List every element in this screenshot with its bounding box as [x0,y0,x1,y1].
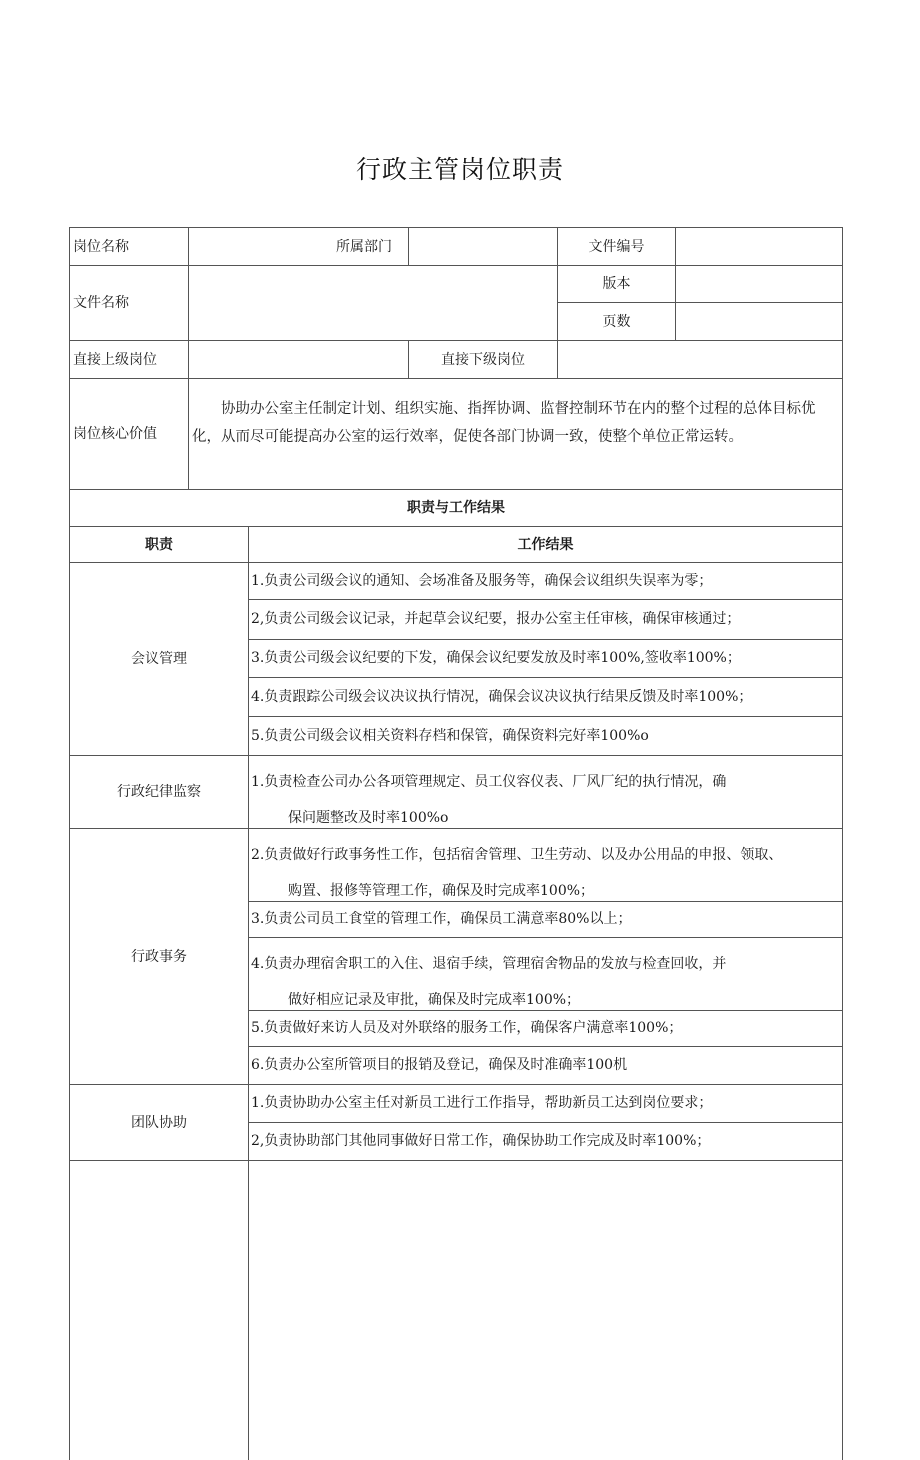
doc-number-value[interactable] [676,228,842,265]
position-name-label: 岗位名称 [73,238,129,255]
doc-name-label: 文件名称 [73,295,129,311]
result-item-line: 保问题整改及时率100%o [288,809,449,826]
core-value-text: 协助办公室主任制定计划、组织实施、指挥协调、监督控制环节在内的整个过程的总体目标优化，从而尽可能提高办公室的运行效率，促使各部门协调一致，使整个单位正常运转。 [192,401,816,445]
pages-label: 页数 [602,313,631,330]
item-line [248,639,843,640]
result-item: 3.负责公司级会议纪要的下发，确保会议纪要发放及时率100%,签收率100%； [251,650,741,666]
version-label: 版本 [602,276,631,292]
result-item-line: 2.负责做好行政事务性工作，包括宿舍管理、卫生劳动、以及办公用品的申报、领取、 [251,846,783,863]
duty-name: 行政事务 [131,948,187,965]
item-line [248,1046,843,1047]
pages-value[interactable] [676,303,842,340]
subordinate-value[interactable] [558,341,842,378]
result-item: 2,负责公司级会议记录，并起草会议纪要，报办公室主任审核，确保审核通过； [251,611,741,627]
duty-name: 团队协助 [131,1114,187,1131]
result-item-line: 1.负责检查公司办公各项管理规定、员工仪容仪表、厂风厂纪的执行情况，确 [251,773,727,790]
department-value[interactable] [409,228,557,265]
superior-value[interactable] [189,341,408,378]
table-border-right [842,227,843,1460]
item-line [248,1010,843,1011]
result-item: 1.负责公司级会议的通知、会场准备及服务等，确保会议组织失误率为零； [251,572,713,589]
result-item: 2,负责协助部门其他同事做好日常工作，确保协助工作完成及时率100%； [251,1133,711,1149]
result-item: 6.负责办公室所管项目的报销及登记，确保及时准确率100机 [251,1057,628,1073]
result-item-line: 4.负责办理宿舍职工的入住、退宿手续，管理宿舍物品的发放与检查回收，并 [251,955,727,972]
duty-name: 行政纪律监察 [117,784,201,800]
result-header: 工作结果 [517,536,574,553]
subordinate-label: 直接下级岗位 [441,351,525,368]
page-title: 行政主管岗位职责 [355,155,564,184]
result-item-line: 做好相应记录及审批，确保及时完成率100%； [288,991,581,1008]
doc-name-value[interactable] [189,266,557,340]
version-value[interactable] [676,266,842,302]
doc-number-label: 文件编号 [588,238,645,255]
item-line [248,716,843,717]
item-line [248,599,843,600]
result-item: 4.负责跟踪公司级会议决议执行情况，确保会议决议执行结果反馈及时率100%； [251,688,753,705]
col-line [248,526,249,1460]
duty-name: 会议管理 [131,651,187,667]
group-line [69,1160,843,1161]
result-item: 5.负责公司级会议相关资料存档和保管，确保资料完好率100%o [251,727,649,744]
item-line [248,677,843,678]
superior-label: 直接上级岗位 [73,351,157,368]
result-item: 5.负责做好来访人员及对外联络的服务工作，确保客户满意率100%； [251,1020,683,1036]
section-title: 职责与工作结果 [407,500,505,516]
department-label: 所属部门 [336,238,392,255]
item-line [248,1122,843,1123]
core-value-label: 岗位核心价值 [73,426,157,442]
item-line [248,901,843,902]
result-item-line: 购置、报修等管理工作，确保及时完成率100%； [288,882,595,899]
item-line [248,937,843,938]
duty-header: 职责 [145,536,173,553]
result-item: 3.负责公司员工食堂的管理工作，确保员工满意率80%以上； [251,911,632,927]
result-item: 1.负责协助办公室主任对新员工进行工作指导，帮助新员工达到岗位要求； [251,1095,713,1111]
